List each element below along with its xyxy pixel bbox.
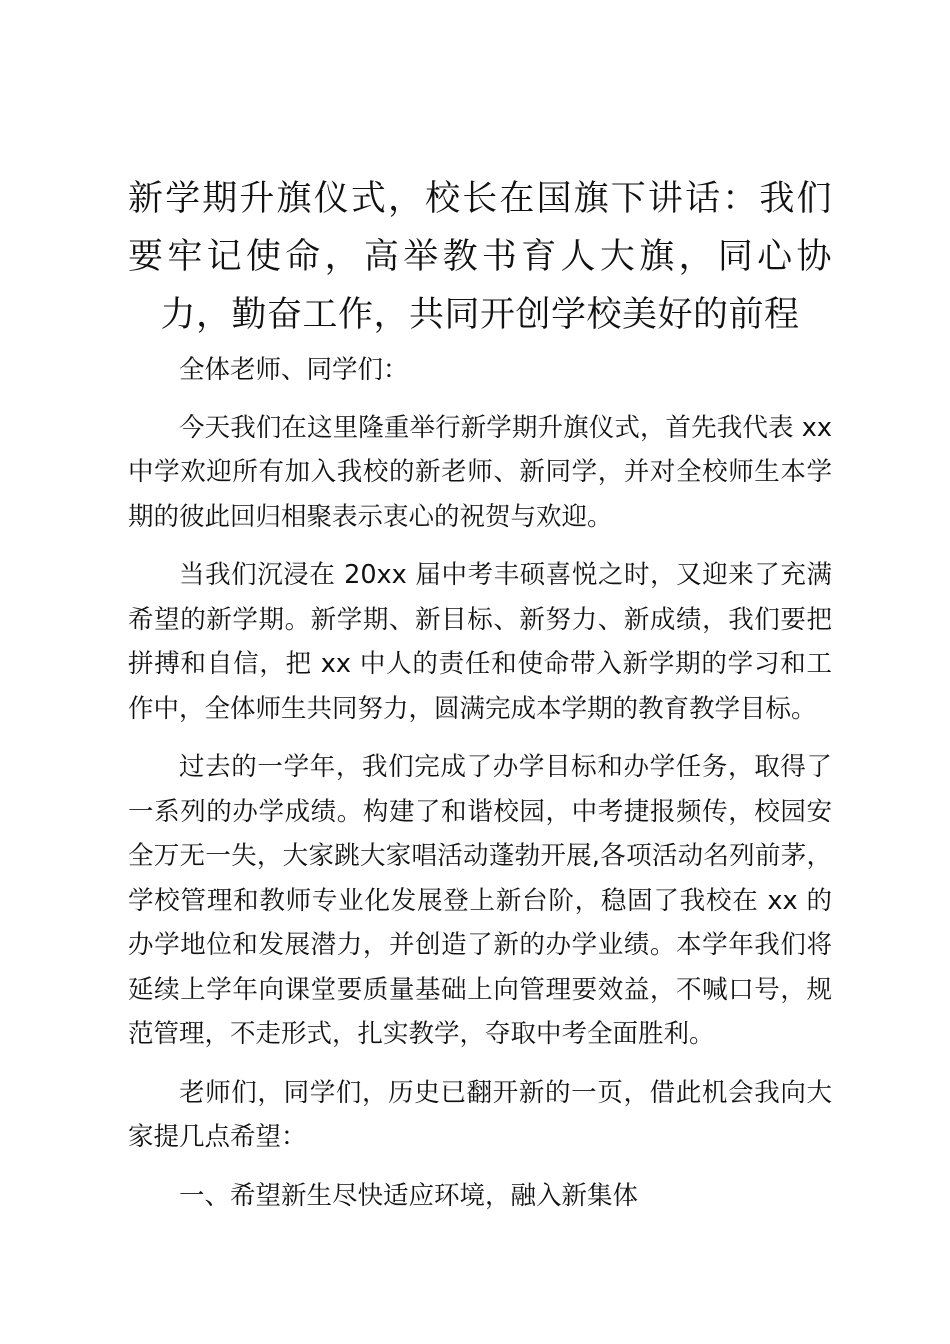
paragraph-new-semester: 当我们沉浸在 20xx 届中考丰硕喜悦之时，又迎来了充满希望的新学期。新学期、新目标、新努力、新成绩，我们要把拼搏和自信，把 xx 中人的责任和使命带入新学期的学习和工作中，全体师生共同努力，圆满完成本学期的教育教学目标。 bbox=[128, 560, 832, 724]
document-title: 新学期升旗仪式，校长在国旗下讲话：我们要牢记使命，高举教书育人大旗，同心协力，勤奋工作，共同开创学校美好的前程 bbox=[128, 179, 832, 335]
section-heading-one: 一、希望新生尽快适应环境，融入新集体 bbox=[179, 1180, 639, 1211]
paragraph-past-year: 过去的一学年，我们完成了办学目标和办学任务，取得了一系列的办学成绩。构建了和谐校园，中考捷报频传，校园安全万无一失，大家跳大家唱活动蓬勃开展,各项活动名列前茅，学校管理和教师专业化发展登上新台阶，稳固了我校在 xx 的办学地位和发展潜力，并创造了新的办学业绩。本学年我们将延续上学年向课堂要质量基础上向管理要效益，不喊口号，规范管理，不走形式，扎实教学，夺取中考全面胜利。 bbox=[128, 752, 832, 1049]
paragraph-hopes-intro: 老师们，同学们，历史已翻开新的一页，借此机会我向大家提几点希望： bbox=[128, 1077, 832, 1152]
paragraph-welcome: 今天我们在这里隆重举行新学期升旗仪式，首先我代表 xx 中学欢迎所有加入我校的新老师、新同学，并对全校师生本学期的彼此回归相聚表示衷心的祝贺与欢迎。 bbox=[128, 412, 832, 532]
salutation: 全体老师、同学们： bbox=[179, 355, 409, 385]
document-body bbox=[128, 170, 832, 1218]
